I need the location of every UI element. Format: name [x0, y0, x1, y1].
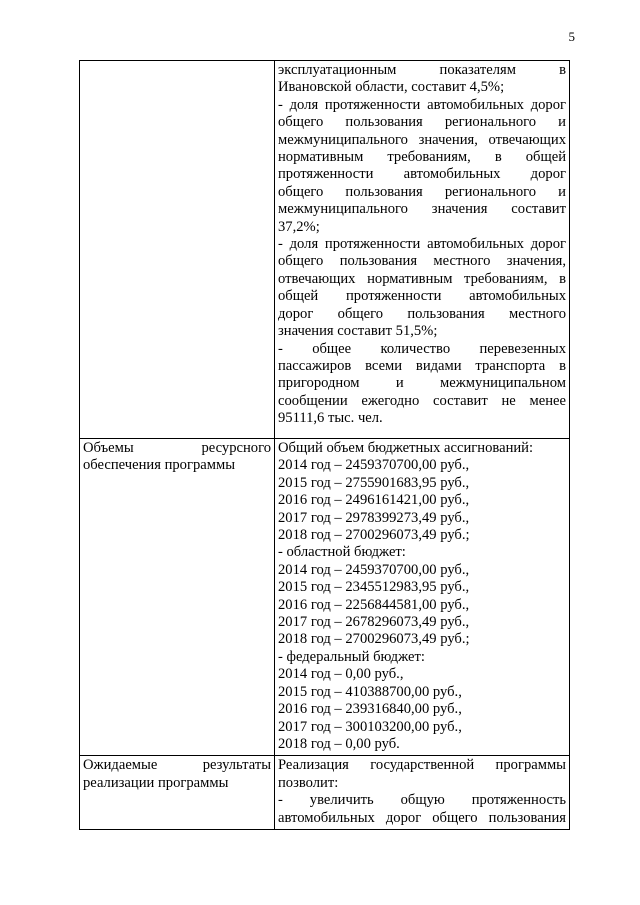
passport-table-body: [80, 61, 570, 830]
content-line: пригородном и межмуниципальном: [278, 375, 566, 392]
content-line: 2014 год – 2459370700,00 руб.,: [278, 457, 470, 474]
content-line: общей протяженности автомобильных: [278, 288, 566, 305]
content-line: автомобильных дорог общего пользования: [278, 809, 566, 826]
content-line: межмуниципального значения, отвечающих: [278, 131, 566, 148]
content-line: 2014 год – 0,00 руб.,: [278, 666, 404, 683]
table-row: [80, 756, 570, 830]
content-line: 2018 год – 2700296073,49 руб.;: [278, 631, 470, 648]
row-content: [275, 439, 570, 756]
page-number: 5: [568, 29, 575, 44]
content-line: позволит:: [278, 774, 339, 791]
content-line: общего пользования регионального и: [278, 183, 566, 200]
content-line: Общий объем бюджетных ассигнований:: [278, 440, 534, 456]
content-line: 2017 год – 2678296073,49 руб.,: [278, 614, 470, 631]
content-line: протяженности автомобильных дорог: [278, 166, 566, 183]
content-line: 2015 год – 410388700,00 руб.,: [278, 683, 462, 700]
content-line: межмуниципального значения составит: [278, 201, 566, 218]
content-line: Ивановской области, составит 4,5%;: [278, 79, 505, 96]
table-row: [80, 439, 570, 756]
content-line: эксплуатационным показателям в: [278, 62, 566, 78]
content-line: - доля протяженности автомобильных дорог: [278, 236, 566, 253]
content-line: общего пользования регионального и: [278, 114, 566, 131]
content-line: 2017 год – 2978399273,49 руб.,: [278, 509, 470, 526]
row-content: [275, 756, 570, 830]
content-line: - общее количество перевезенных: [278, 340, 566, 357]
content-line: общего пользования местного значения,: [278, 253, 566, 270]
content-line: 2018 год – 2700296073,49 руб.;: [278, 527, 470, 544]
content-line: - областной бюджет:: [278, 544, 406, 561]
content-line: 37,2%;: [278, 218, 320, 235]
row-label: [80, 61, 275, 439]
content-line: значения составит 51,5%;: [278, 323, 438, 340]
content-line: отвечающих нормативным требованиям, в: [278, 270, 566, 287]
content-line: 2014 год – 2459370700,00 руб.,: [278, 561, 470, 578]
content-line: 2015 год – 2345512983,95 руб.,: [278, 579, 470, 596]
content-line: 2017 год – 300103200,00 руб.,: [278, 718, 462, 735]
content-line: пассажиров всеми видами транспорта в: [278, 357, 566, 374]
content-line: 2016 год – 2256844581,00 руб.,: [278, 596, 470, 613]
content-line: дорог общего пользования местного: [278, 305, 566, 322]
content-line: - доля протяженности автомобильных дорог: [278, 96, 566, 113]
content-line: 2016 год – 239316840,00 руб.,: [278, 701, 462, 718]
content-line: нормативным требованиям, в общей: [278, 149, 566, 166]
content-line: - увеличить общую протяженность: [278, 792, 566, 809]
table-row: [80, 61, 570, 439]
content-line: 2015 год – 2755901683,95 руб.,: [278, 474, 470, 491]
row-label: Объемы ресурсного обеспечения программы: [80, 439, 275, 756]
content-line: сообщении ежегодно составит не менее: [278, 392, 566, 409]
row-content: [275, 61, 570, 439]
content-line: 2018 год – 0,00 руб.: [278, 735, 400, 752]
content-line: - федеральный бюджет:: [278, 648, 425, 665]
content-line: 95111,6 тыс. чел.: [278, 410, 383, 427]
passport-table: [79, 60, 570, 830]
row-label: Ожидаемые результаты реализации программы: [80, 756, 275, 830]
content-line: Реализация государственной программы: [278, 757, 566, 774]
content-line: 2016 год – 2496161421,00 руб.,: [278, 492, 470, 509]
